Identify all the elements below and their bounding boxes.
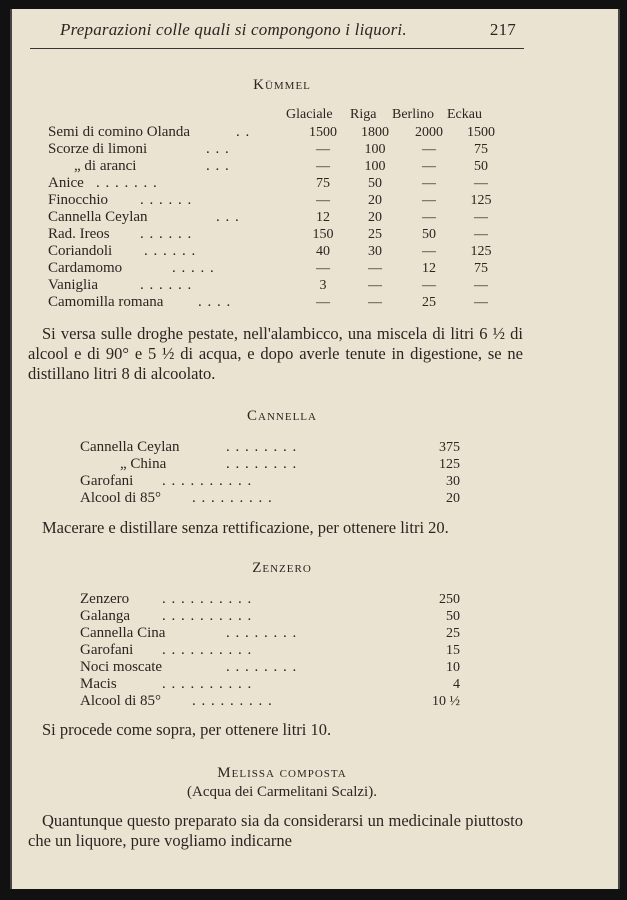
cell-value: 20 <box>446 491 460 506</box>
ingredient-name: Vaniglia <box>48 277 98 293</box>
table-row <box>48 243 508 260</box>
cell-value: — <box>316 295 330 310</box>
cell-value: 10 <box>446 660 460 675</box>
cell-value: 125 <box>470 193 492 208</box>
cell-value: 75 <box>474 142 488 157</box>
ingredient-name: Noci moscate <box>80 659 163 675</box>
ingredient-name: Rad. Ireos <box>48 226 110 242</box>
column-header: Riga <box>350 107 377 122</box>
table-row <box>48 209 508 226</box>
ingredient-name: Scorze di limoni <box>48 141 148 157</box>
table-row <box>80 659 500 676</box>
leader-dots: . . . . . . . . <box>226 456 298 472</box>
leader-dots: . . . . . . . <box>96 175 158 191</box>
kummel-paragraph <box>28 324 523 384</box>
cell-value: — <box>422 278 436 293</box>
table-row <box>48 226 508 243</box>
cell-value: 30 <box>446 474 460 489</box>
cell-value: 50 <box>446 609 460 624</box>
cell-value: 1500 <box>309 125 337 140</box>
table-row <box>48 192 508 209</box>
table-row <box>48 294 508 311</box>
cell-value: — <box>474 278 488 293</box>
section-title-zenzero: Zenzero <box>252 560 312 576</box>
cell-value: — <box>422 159 436 174</box>
cell-value: 375 <box>439 440 460 455</box>
cell-value: 125 <box>470 244 492 259</box>
leader-dots: . . . . . . <box>140 226 193 242</box>
cell-value: — <box>422 210 436 225</box>
book-page <box>10 9 620 889</box>
cell-value: 4 <box>453 677 460 692</box>
cell-value: — <box>368 278 382 293</box>
zenzero-paragraph <box>28 720 523 740</box>
cell-value: — <box>316 193 330 208</box>
ingredient-name: Garofani <box>80 642 134 658</box>
cell-value: 75 <box>316 176 330 191</box>
ingredient-name: Zenzero <box>80 591 130 607</box>
cell-value: 50 <box>422 227 436 242</box>
ingredient-name: Cardamomo <box>48 260 123 276</box>
leader-dots: . . . . . <box>172 260 215 276</box>
ingredient-name: Macis <box>80 676 117 692</box>
cell-value: 20 <box>368 193 382 208</box>
cell-value: 20 <box>368 210 382 225</box>
leader-dots: . . . . . . . . . <box>192 490 273 506</box>
ingredient-name: Finocchio <box>48 192 108 208</box>
leader-dots: . . . . . . <box>140 277 193 293</box>
cell-value: 1500 <box>467 125 495 140</box>
cell-value: 12 <box>422 261 436 276</box>
section-title-kummel: Kümmel <box>253 77 311 93</box>
ingredient-name: Anice <box>48 175 84 191</box>
leader-dots: . . . . . . . . . . <box>162 676 253 692</box>
leader-dots: . . . . . . . . . . <box>162 591 253 607</box>
cell-value: 25 <box>446 626 460 641</box>
leader-dots: . . . . . . . . <box>226 659 298 675</box>
ingredient-name: Cannella Ceylan <box>48 209 148 225</box>
table-row <box>80 676 500 693</box>
cell-value: 50 <box>368 176 382 191</box>
table-row <box>80 608 500 625</box>
cell-value: — <box>474 295 488 310</box>
table-row <box>48 260 508 277</box>
leader-dots: . . . . . . . . . . <box>162 473 253 489</box>
cell-value: 125 <box>439 457 460 472</box>
table-row <box>48 158 508 175</box>
section-title-melissa: Melissa composta <box>217 765 347 781</box>
cell-value: 75 <box>474 261 488 276</box>
leader-dots: . . . . . . . . . . <box>162 608 253 624</box>
section-title-cannella: Cannella <box>247 408 317 424</box>
section-subtitle-melissa: (Acqua dei Carmelitani Scalzi). <box>187 784 377 800</box>
ingredient-name: Coriandoli <box>48 243 113 259</box>
table-row <box>80 456 500 473</box>
cell-value: — <box>316 261 330 276</box>
table-row <box>80 439 500 456</box>
cell-value: 100 <box>364 142 386 157</box>
cell-value: 1800 <box>361 125 389 140</box>
leader-dots: . . . <box>216 209 240 225</box>
cell-value: 50 <box>474 159 488 174</box>
ingredient-name: Garofani <box>80 473 134 489</box>
table-row <box>48 124 508 141</box>
cannella-paragraph <box>28 518 523 538</box>
ingredient-name: Semi di comino Olanda <box>48 124 191 140</box>
cell-value: 30 <box>368 244 382 259</box>
cell-value: 100 <box>364 159 386 174</box>
page-number: 217 <box>489 20 516 39</box>
melissa-paragraph <box>28 811 523 851</box>
leader-dots: . . . . . . . . . . <box>162 642 253 658</box>
cell-value: 2000 <box>415 125 443 140</box>
cell-value: 3 <box>319 278 327 293</box>
cell-value: — <box>474 176 488 191</box>
cell-value: 25 <box>368 227 382 242</box>
leader-dots: . . . <box>206 158 230 174</box>
ingredient-name: Camomilla romana <box>48 294 164 310</box>
cell-value: — <box>422 193 436 208</box>
running-title: Preparazioni colle quali si compongono i liquori. <box>60 20 407 39</box>
cell-value: — <box>316 159 330 174</box>
cell-value: — <box>316 142 330 157</box>
leader-dots: . . . . . . <box>144 243 197 259</box>
paragraph-text: Si versa sulle droghe pestate, nell'alambicco, una miscela di litri 6 ½ di alcool e di 90° e 5 ½ di acqua, e dopo averle tenute in digestione, se ne distillano litri 8 di alcoolato. <box>28 324 523 383</box>
cell-value: — <box>368 295 382 310</box>
cell-value: 15 <box>446 643 460 658</box>
leader-dots: . . <box>236 124 251 140</box>
cell-value: 250 <box>439 592 460 607</box>
ingredient-name: Cannella Ceylan <box>80 439 180 455</box>
cell-value: — <box>474 210 488 225</box>
paragraph-text: Si procede come sopra, per ottenere litri 10. <box>42 720 332 739</box>
table-row <box>80 591 500 608</box>
table-row <box>48 175 508 192</box>
table-row <box>80 693 500 710</box>
table-row <box>80 642 500 659</box>
ingredient-name: Alcool di 85° <box>80 693 161 709</box>
leader-dots: . . . . . . . . . <box>192 693 273 709</box>
table-row <box>80 625 500 642</box>
cell-value: — <box>422 244 436 259</box>
leader-dots: . . . . . . . . <box>226 439 298 455</box>
cell-value: — <box>474 227 488 242</box>
leader-dots: . . . . <box>198 294 232 310</box>
cell-value: 10 ½ <box>432 694 460 709</box>
column-header: Glaciale <box>286 107 333 122</box>
ingredient-name: Galanga <box>80 608 130 624</box>
ingredient-name: Cannella Cina <box>80 625 166 641</box>
cell-value: — <box>422 176 436 191</box>
cell-value: 12 <box>316 210 330 225</box>
cell-value: — <box>368 261 382 276</box>
table-row <box>48 277 508 294</box>
ingredient-name: Alcool di 85° <box>80 490 161 506</box>
table-row <box>80 473 500 490</box>
leader-dots: . . . . . . . . <box>226 625 298 641</box>
leader-dots: . . . . . . <box>140 192 193 208</box>
cell-value: — <box>422 142 436 157</box>
running-header <box>60 20 516 40</box>
cell-value: 40 <box>316 244 330 259</box>
table-row <box>48 141 508 158</box>
ingredient-name: „ China <box>120 456 167 472</box>
header-rule <box>30 48 524 49</box>
cell-value: 150 <box>312 227 334 242</box>
paragraph-text: Quantunque questo preparato sia da considerarsi un medicinale piuttosto che un liquore, pure vogliamo indicarne <box>28 811 523 850</box>
paragraph-text: Macerare e distillare senza rettificazione, per ottenere litri 20. <box>42 518 449 537</box>
table-row <box>80 490 500 507</box>
cell-value: 25 <box>422 295 436 310</box>
leader-dots: . . . <box>206 141 230 157</box>
column-header: Eckau <box>447 107 482 122</box>
column-header: Berlino <box>392 107 434 122</box>
ingredient-name: „ di aranci <box>74 158 137 174</box>
